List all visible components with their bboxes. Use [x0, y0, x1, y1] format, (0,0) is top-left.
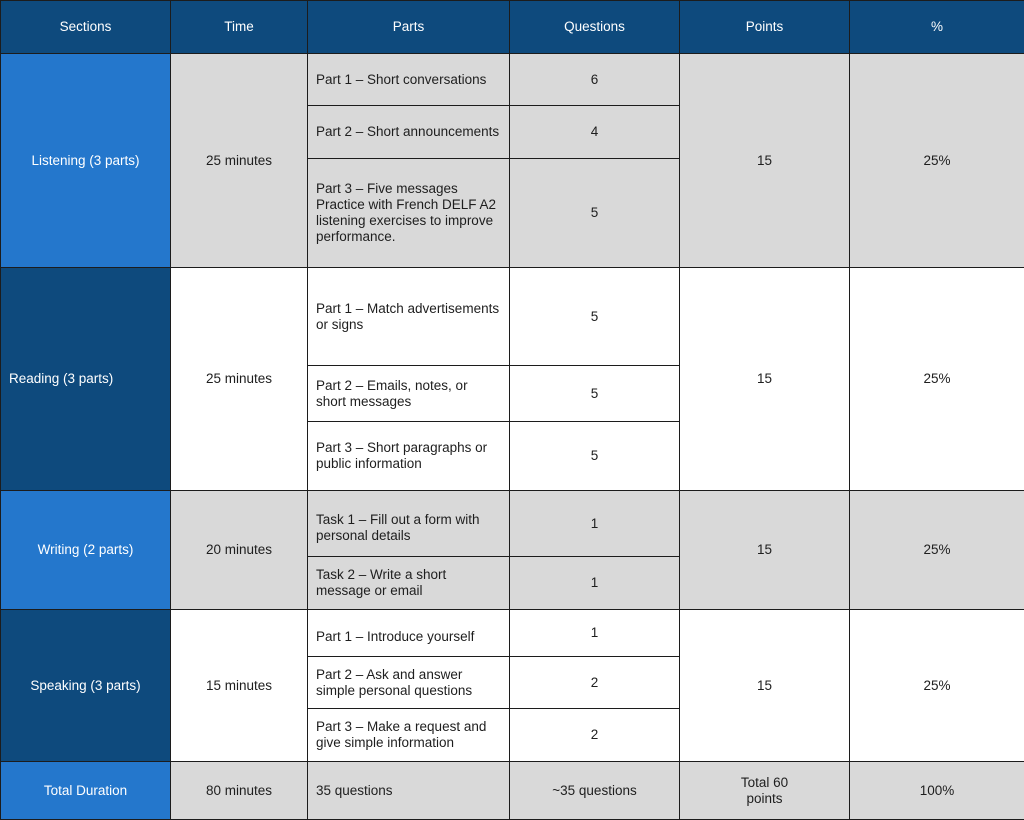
speaking-time: 15 minutes — [171, 610, 308, 762]
total-section-label: Total Duration — [1, 762, 171, 820]
writing-questions-2: 1 — [510, 557, 680, 610]
speaking-questions-2: 2 — [510, 657, 680, 709]
header-percent: % — [850, 1, 1024, 54]
total-questions: ~35 questions — [510, 762, 680, 820]
reading-section-label: Reading (3 parts) — [1, 268, 171, 491]
speaking-questions-1: 1 — [510, 610, 680, 657]
header-time: Time — [171, 1, 308, 54]
reading-row-1 — [1, 268, 1024, 366]
total-row — [1, 762, 1024, 820]
reading-points: 15 — [680, 268, 850, 491]
listening-points: 15 — [680, 54, 850, 268]
listening-row-1 — [1, 54, 1024, 106]
listening-time: 25 minutes — [171, 54, 308, 268]
writing-section-label: Writing (2 parts) — [1, 491, 171, 610]
writing-time: 20 minutes — [171, 491, 308, 610]
writing-part-2: Task 2 – Write a short message or email — [308, 557, 510, 610]
reading-part-3: Part 3 – Short paragraphs or public information — [308, 422, 510, 491]
reading-questions-3: 5 — [510, 422, 680, 491]
listening-part-3: Part 3 – Five messages Practice with French DELF A2 listening exercises to improve performance. — [308, 159, 510, 268]
reading-part-2: Part 2 – Emails, notes, or short messages — [308, 366, 510, 422]
listening-questions-3: 5 — [510, 159, 680, 268]
listening-questions-2: 4 — [510, 106, 680, 159]
reading-questions-2: 5 — [510, 366, 680, 422]
reading-percent: 25% — [850, 268, 1024, 491]
writing-points: 15 — [680, 491, 850, 610]
header-questions: Questions — [510, 1, 680, 54]
header-parts: Parts — [308, 1, 510, 54]
total-time: 80 minutes — [171, 762, 308, 820]
header-sections: Sections — [1, 1, 171, 54]
writing-questions-1: 1 — [510, 491, 680, 557]
header-row — [1, 1, 1024, 54]
listening-part-1: Part 1 – Short conversations — [308, 54, 510, 106]
reading-time: 25 minutes — [171, 268, 308, 491]
speaking-row-1 — [1, 610, 1024, 657]
reading-part-1: Part 1 – Match advertisements or signs — [308, 268, 510, 366]
speaking-points: 15 — [680, 610, 850, 762]
listening-section-label: Listening (3 parts) — [1, 54, 171, 268]
speaking-percent: 25% — [850, 610, 1024, 762]
speaking-part-2: Part 2 – Ask and answer simple personal questions — [308, 657, 510, 709]
speaking-questions-3: 2 — [510, 709, 680, 762]
writing-percent: 25% — [850, 491, 1024, 610]
reading-questions-1: 5 — [510, 268, 680, 366]
speaking-section-label: Speaking (3 parts) — [1, 610, 171, 762]
listening-part-2: Part 2 – Short announcements — [308, 106, 510, 159]
total-points: Total 60 points — [680, 762, 850, 820]
writing-part-1: Task 1 – Fill out a form with personal details — [308, 491, 510, 557]
listening-questions-1: 6 — [510, 54, 680, 106]
listening-percent: 25% — [850, 54, 1024, 268]
writing-row-1 — [1, 491, 1024, 557]
total-percent: 100% — [850, 762, 1024, 820]
speaking-part-1: Part 1 – Introduce yourself — [308, 610, 510, 657]
speaking-part-3: Part 3 – Make a request and give simple information — [308, 709, 510, 762]
header-points: Points — [680, 1, 850, 54]
total-parts: 35 questions — [308, 762, 510, 820]
